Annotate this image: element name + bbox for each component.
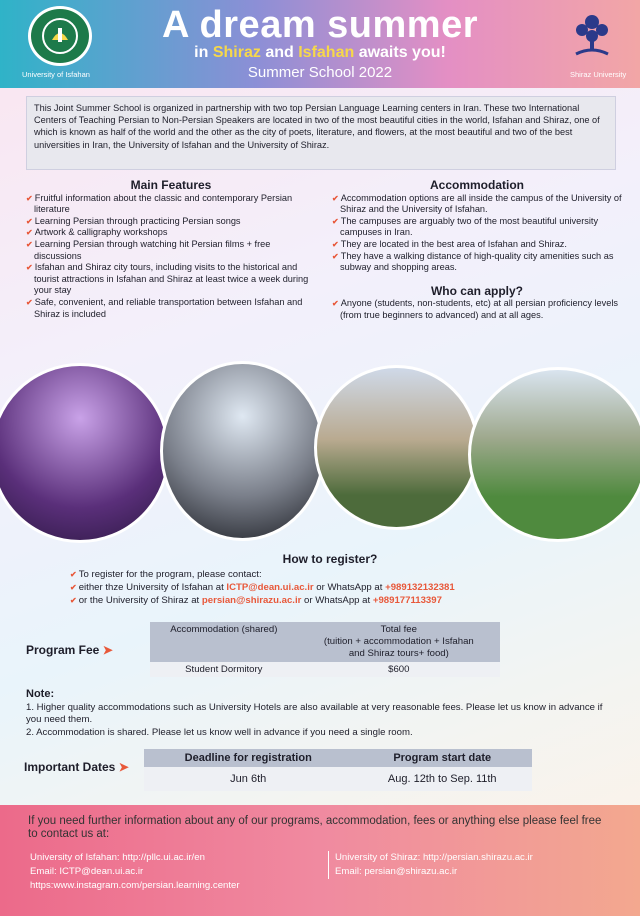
page-title: A dream summer	[161, 4, 479, 46]
check-icon: ✔	[332, 216, 339, 226]
left-logo-caption: University of Isfahan	[22, 70, 90, 79]
check-icon: ✔	[332, 299, 339, 309]
right-logo-caption: Shiraz University	[570, 70, 627, 79]
check-icon: ✔	[26, 297, 33, 307]
intro-box: This Joint Summer School is organized in partnership with two top Persian Language Learning centers in Iran. These two International Centers of Teaching Persian to Non-Persian Speakers are located in two of the most beautiful cities in the world, Isfahan and Shiraz, one of which is known as half of the world and the other as the city of poets, literature, and flowers, at the most beautiful and two of the best universities in Iran, the University of Isfahan and the University of Shiraz.	[26, 96, 616, 170]
feature-item: ✔ Safe, convenient, and reliable transportation between Isfahan and Shiraz is included	[26, 296, 303, 319]
table-row: Jun 6th Aug. 12th to Sep. 11th	[144, 767, 532, 791]
dates-col-deadline: Deadline for registration	[144, 749, 352, 767]
check-icon: ✔	[70, 583, 77, 592]
footer-lead: If you need further information about any of our programs, accommodation, fees or anything else please feel free to contact us at:	[28, 815, 602, 840]
school-name: Summer School 2022	[247, 64, 393, 81]
feature-item: ✔ Isfahan and Shiraz city tours, including visits to the historical and tourist attractions in Isfahan and Shiraz at least twice a week during your stay	[26, 262, 309, 296]
accommodation-item: ✔ They have a walking distance of high-quality city amenities such as subway and shopping areas.	[332, 250, 614, 273]
feature-item: ✔ Learning Persian through practicing Persian songs	[26, 215, 241, 226]
accommodation-item: ✔ They are located in the best area of Isfahan and Shiraz.	[332, 238, 567, 249]
main-features-title: Main Features	[130, 178, 212, 192]
isfahan-whatsapp[interactable]: +989132132381	[385, 582, 455, 593]
program-fee-label: Program Fee ➤	[26, 643, 113, 657]
fee-col-total: Total fee (tuition + accommodation + Isfahan and Shiraz tours+ food)	[298, 622, 500, 662]
notes-title: Note:	[26, 688, 55, 700]
page-subtitle: in Shiraz and Isfahan awaits you!	[194, 44, 446, 61]
photo-strip	[0, 357, 640, 547]
isfahan-email-link[interactable]: ICTP@dean.ui.ac.ir	[226, 582, 314, 593]
main-features-section	[26, 180, 316, 320]
shiraz-contacts	[328, 851, 533, 879]
notes-section	[26, 688, 616, 739]
feature-item: ✔ Fruitful information about the classic and contemporary Persian literature	[26, 192, 293, 215]
arrow-right-icon: ➤	[102, 643, 113, 657]
check-icon: ✔	[332, 239, 339, 249]
important-dates-table	[144, 749, 532, 791]
table-row: Student Dormitory $600	[150, 662, 500, 677]
check-icon: ✔	[332, 193, 339, 203]
how-to-register-title: How to register?	[282, 552, 378, 566]
check-icon: ✔	[70, 596, 77, 605]
program-fee-table	[150, 622, 500, 677]
contact-footer	[0, 805, 640, 916]
check-icon: ✔	[26, 193, 33, 203]
header-banner	[0, 0, 640, 88]
feature-item: ✔ Learning Persian through watching hit Persian films + free discussions	[26, 238, 271, 261]
fee-col-accommodation: Accommodation (shared)	[150, 622, 298, 662]
who-can-apply-item: ✔ Anyone (students, non-students, etc) at all persian proficiency levels (from true beginners to advanced) and at all ages.	[332, 298, 619, 320]
check-icon: ✔	[26, 216, 33, 226]
photo-campus-buildings	[314, 365, 479, 530]
accommodation-section	[332, 180, 622, 322]
shiraz-whatsapp[interactable]: +989177113397	[372, 595, 442, 606]
isfahan-contacts	[30, 851, 240, 893]
note-1: 1. Higher quality accommodations such as University Hotels are also available at very reasonable fees. Please let us know in advance if you need them.	[26, 701, 603, 725]
check-icon: ✔	[26, 228, 33, 238]
arrow-right-icon: ➤	[118, 760, 129, 774]
check-icon: ✔	[332, 251, 339, 261]
instagram-link[interactable]: https:www.instagram.com/persian.learning.center	[30, 880, 240, 891]
feature-item: ✔ Artwork & calligraphy workshops	[26, 227, 168, 238]
shiraz-website-link[interactable]: University of Shiraz: http://persian.shirazu.ac.ir	[335, 852, 533, 863]
isfahan-footer-email[interactable]: Email: ICTP@dean.ui.ac.ir	[30, 866, 144, 877]
note-2: 2. Accommodation is shared. Please let us know well in advance if you need a single room.	[26, 726, 413, 738]
photo-hafez-tomb	[160, 361, 325, 541]
important-dates-label: Important Dates ➤	[24, 760, 129, 774]
check-icon: ✔	[70, 570, 77, 579]
accommodation-item: ✔ Accommodation options are all inside the campus of the University of Shiraz and the University of Isfahan.	[332, 192, 622, 215]
isfahan-website-link[interactable]: University of Isfahan: http://pllc.ui.ac.ir/en	[30, 852, 205, 863]
main-features-list	[26, 193, 316, 321]
shiraz-footer-email[interactable]: Email: persian@shirazu.ac.ir	[335, 866, 458, 877]
how-to-register-section: How to register? ✔ To register for the program, please contact: ✔ either thze University of Isfahan at ICTP@dean.ui.ac.ir or WhatsApp at +989132132381 ✔ or the University of Shiraz at persian@shirazu.ac.ir or WhatsApp at +989177113397	[70, 553, 590, 607]
shiraz-email-link[interactable]: persian@shirazu.ac.ir	[201, 595, 302, 606]
accommodation-list	[332, 193, 622, 274]
dates-col-start: Program start date	[352, 749, 532, 767]
accommodation-title: Accommodation	[429, 178, 524, 192]
photo-students-mosque	[0, 363, 170, 543]
accommodation-item: ✔ The campuses are arguably two of the most beautiful university campuses in Iran.	[332, 215, 599, 238]
check-icon: ✔	[26, 239, 33, 249]
who-can-apply-title: Who can apply?	[430, 283, 523, 298]
check-icon: ✔	[26, 263, 33, 273]
photo-campus-aerial	[468, 367, 640, 542]
